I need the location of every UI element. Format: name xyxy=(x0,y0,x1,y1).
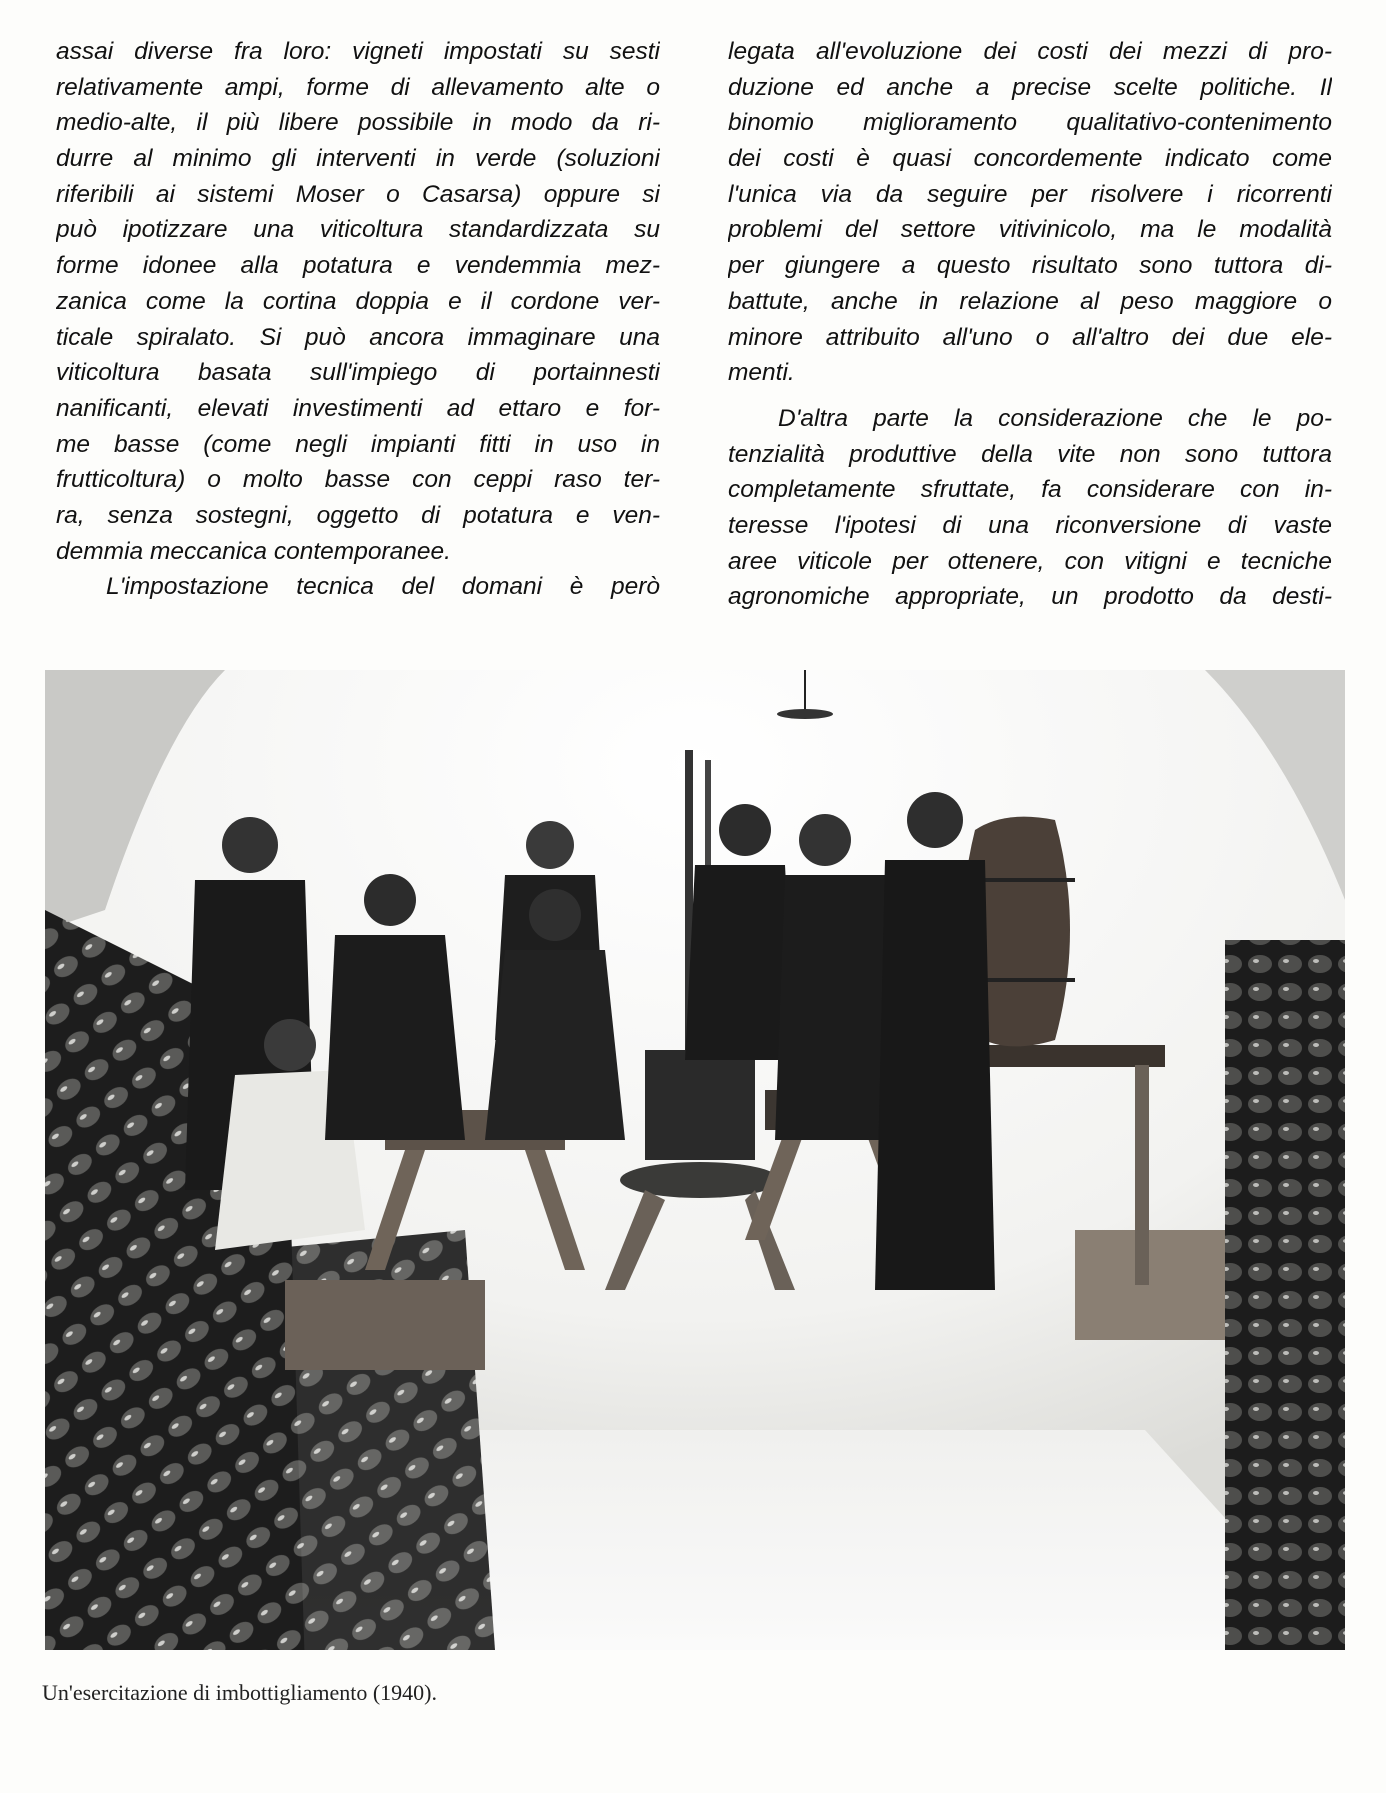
text-line: relativamente ampi, forme di allevamento alte o xyxy=(56,73,660,101)
text-line: minore attribuito all'uno o all'altro dei due ele- xyxy=(728,323,1332,351)
bottle-rack-right xyxy=(1225,940,1345,1650)
text-line: nanificanti, elevati investimenti ad ettaro e for- xyxy=(56,394,660,422)
text-line: L'impostazione tecnica del domani è però xyxy=(106,573,660,601)
text-line: forme idonee alla potatura e vendemmia mez- xyxy=(56,252,660,280)
text-line: menti. xyxy=(728,359,795,387)
text-line: può ipotizzare una viticoltura standardizzata su xyxy=(56,216,660,244)
text-column-right xyxy=(728,34,1332,615)
text-line: legata all'evoluzione dei costi dei mezzi di pro- xyxy=(728,38,1332,65)
text-line: viticoltura basata sull'impiego di portainnesti xyxy=(56,359,660,387)
text-line: me basse (come negli impianti fitti in uso in xyxy=(56,430,660,458)
text-line: durre al minimo gli interventi in verde (soluzioni xyxy=(56,145,660,173)
text-line: ticale spiralato. Si può ancora immaginare una xyxy=(56,323,660,351)
text-line: frutticoltura) o molto basse con ceppi raso ter- xyxy=(56,466,660,494)
text-line: agronomiche appropriate, un prodotto da desti- xyxy=(728,583,1332,611)
paragraph-gap xyxy=(728,391,1332,401)
text-line: ra, senza sostegni, oggetto di potatura e ven- xyxy=(56,501,660,529)
text-line: D'altra parte la considerazione che le po- xyxy=(778,404,1332,432)
text-line: aree viticole per ottenere, con vitigni e tecniche xyxy=(728,547,1332,575)
photo-illustration xyxy=(45,670,1345,1650)
text-line: tenzialità produttive della vite non sono tuttora xyxy=(728,440,1332,468)
text-line: demmia meccanica contemporanee. xyxy=(56,537,451,565)
text-line: l'unica via da seguire per risolvere i ricorrenti xyxy=(728,180,1332,208)
text-column-left xyxy=(56,34,660,605)
text-line: duzione ed anche a precise scelte politiche. Il xyxy=(728,73,1332,101)
figure-caption: Un'esercitazione di imbottigliamento (1940). xyxy=(42,1680,437,1705)
wooden-crate-right xyxy=(1075,1230,1225,1340)
text-line: medio-alte, il più libere possibile in modo da ri- xyxy=(56,109,660,137)
text-line: per giungere a questo risultato sono tuttora di- xyxy=(728,252,1332,280)
text-line: zanica come la cortina doppia e il cordone ver- xyxy=(56,287,660,315)
student-barrel xyxy=(875,792,995,1290)
wooden-crate-left xyxy=(285,1280,485,1370)
text-line: problemi del settore vitivinicolo, ma le modalità xyxy=(728,216,1332,244)
bottling-photo xyxy=(45,670,1345,1650)
text-line: battute, anche in relazione al peso maggiore o xyxy=(728,287,1332,315)
text-line: binomio miglioramento qualitativo-contenimento xyxy=(728,109,1332,137)
text-line: dei costi è quasi concordemente indicato come xyxy=(728,145,1332,173)
text-line: riferibili ai sistemi Moser o Casarsa) oppure si xyxy=(56,180,660,208)
text-line: completamente sfruttate, fa considerare con in- xyxy=(728,476,1332,504)
text-line: assai diverse fra loro: vigneti impostati su sesti xyxy=(56,38,660,65)
text-line: teresse l'ipotesi di una riconversione di vaste xyxy=(728,511,1332,539)
